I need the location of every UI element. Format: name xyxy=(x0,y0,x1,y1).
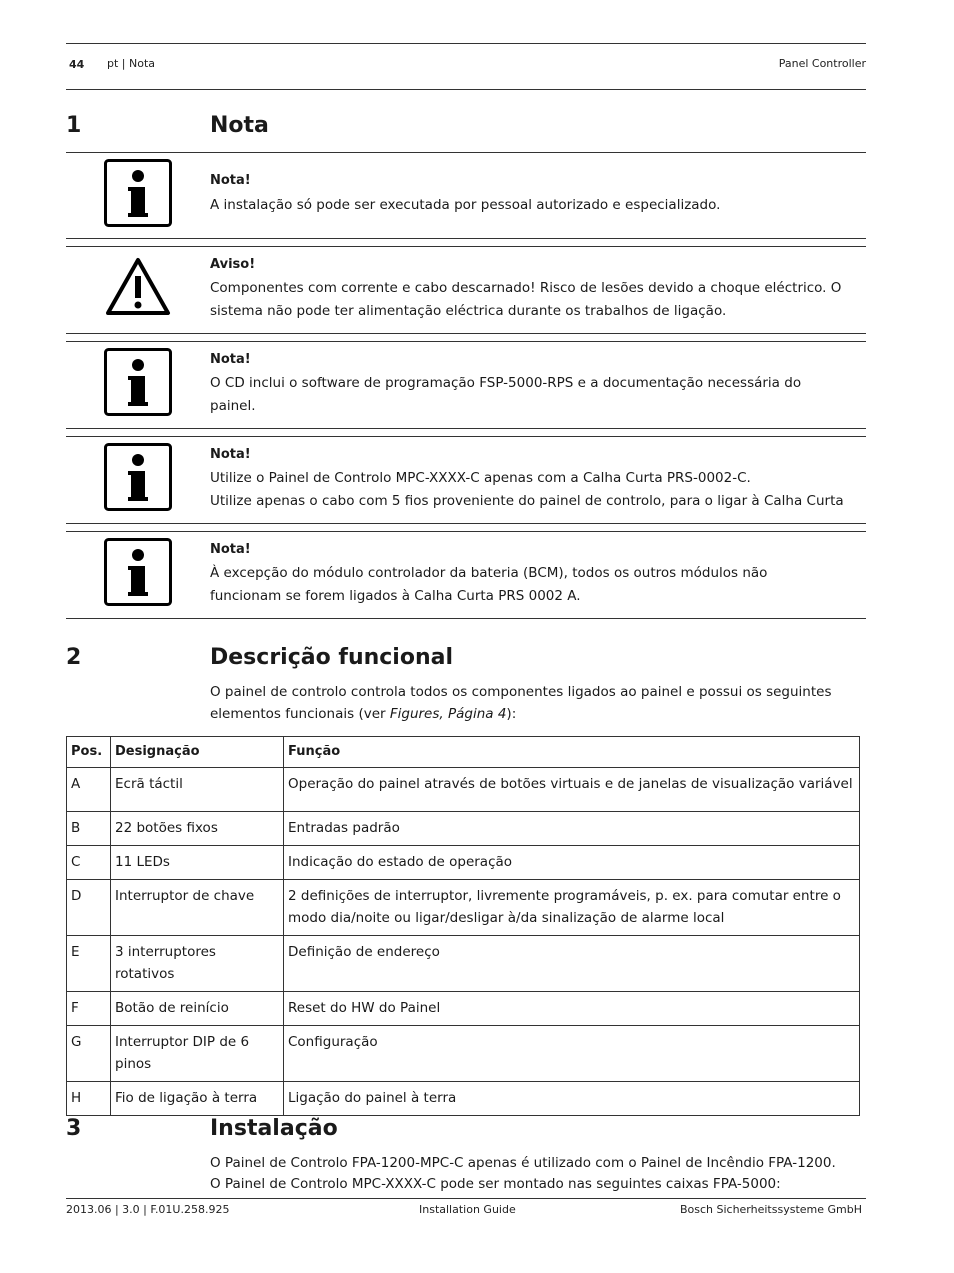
notice-title: Nota! xyxy=(210,447,251,462)
notice-title: Nota! xyxy=(210,542,251,557)
warning-box xyxy=(66,246,866,333)
section-1-title: Nota xyxy=(210,113,269,138)
section-3-title: Instalação xyxy=(210,1116,338,1141)
header-product: Panel Controller xyxy=(778,57,866,70)
notice-text: Utilize o Painel de Controlo MPC-XXXX-C apenas com a Calha Curta PRS-0002-C. Utilize apenas o cabo com 5 fios proveniente do painel de controlo, para o ligar à Calha Curta xyxy=(210,470,844,509)
table-row: E 3 interruptores rotativos Definição de endereço xyxy=(67,936,860,992)
notice-divider xyxy=(66,618,866,619)
info-icon xyxy=(104,443,172,515)
column-header: Designação xyxy=(111,737,284,768)
notice-divider xyxy=(66,333,866,334)
table-row: B 22 botões fixos Entradas padrão xyxy=(67,812,860,846)
section-2-title: Descrição funcional xyxy=(210,645,454,670)
notice-divider xyxy=(66,523,866,524)
figures-reference-link[interactable]: Figures, Página 4 xyxy=(389,706,507,722)
footer-rule xyxy=(66,1198,866,1199)
notice-text: A instalação só pode ser executada por pessoal autorizado e especializado. xyxy=(210,197,721,213)
table-row: D Interruptor de chave 2 definições de interruptor, livremente programáveis, p. ex. para comutar entre o modo dia/noite ou ligar/desligar à/da sinalização de alarme local xyxy=(67,880,860,936)
info-icon xyxy=(104,159,172,231)
notice-title: Nota! xyxy=(210,352,251,367)
table-row: G Interruptor DIP de 6 pinos Configuração xyxy=(67,1026,860,1082)
notice-title: Aviso! xyxy=(210,257,256,272)
footer-doc-id: 2013.06 | 3.0 | F.01U.258.925 xyxy=(66,1203,230,1216)
section-3-text: O Painel de Controlo FPA-1200-MPC-C apenas é utilizado com o Painel de Incêndio FPA-1200. O Painel de Controlo MPC-XXXX-C pode ser montado nas seguintes caixas FPA-5000: xyxy=(210,1155,836,1192)
section-1-number: 1 xyxy=(66,113,82,138)
page-number: 44 xyxy=(69,58,85,71)
section-3-number: 3 xyxy=(66,1116,82,1141)
header-section: pt | Nota xyxy=(107,57,156,70)
column-header: Função xyxy=(284,737,860,768)
section-2-intro: O painel de controlo controla todos os componentes ligados ao painel e possui os seguintes elementos funcionais (ver Figures, Página 4): xyxy=(210,684,832,722)
notice-box xyxy=(66,152,866,238)
table-row: H Fio de ligação à terra Ligação do painel à terra xyxy=(67,1082,860,1116)
notice-text: Componentes com corrente e cabo descarnado! Risco de lesões devido a choque eléctrico. O sistema não pode ter alimentação eléctrica durante os trabalhos de ligação. xyxy=(210,280,842,319)
column-header: Pos. xyxy=(67,737,111,768)
table-header-row xyxy=(67,737,860,768)
notice-box xyxy=(66,436,866,523)
notice-divider xyxy=(66,428,866,429)
notice-text: À excepção do módulo controlador da bateria (BCM), todos os outros módulos não funcionam se forem ligados à Calha Curta PRS 0002 A. xyxy=(210,565,768,604)
footer-company: Bosch Sicherheitssysteme GmbH xyxy=(679,1203,862,1216)
info-icon xyxy=(104,348,172,420)
header-top-rule xyxy=(66,43,866,44)
function-table xyxy=(66,736,860,1116)
notice-box xyxy=(66,341,866,428)
info-icon xyxy=(104,538,172,610)
notice-title: Nota! xyxy=(210,173,251,188)
section-2-number: 2 xyxy=(66,645,82,670)
notice-divider xyxy=(66,238,866,239)
table-row: A Ecrã táctil Operação do painel através de botões virtuais e de janelas de visualização variável xyxy=(67,768,860,812)
notice-text: O CD inclui o software de programação FSP-5000-RPS e a documentação necessária do painel. xyxy=(210,375,802,414)
notice-box xyxy=(66,531,866,618)
table-row: C 11 LEDs Indicação do estado de operação xyxy=(67,846,860,880)
warning-icon xyxy=(104,256,172,322)
footer-doc-type: Installation Guide xyxy=(419,1203,516,1216)
table-row: F Botão de reinício Reset do HW do Painel xyxy=(67,992,860,1026)
header-bottom-rule xyxy=(66,89,866,90)
